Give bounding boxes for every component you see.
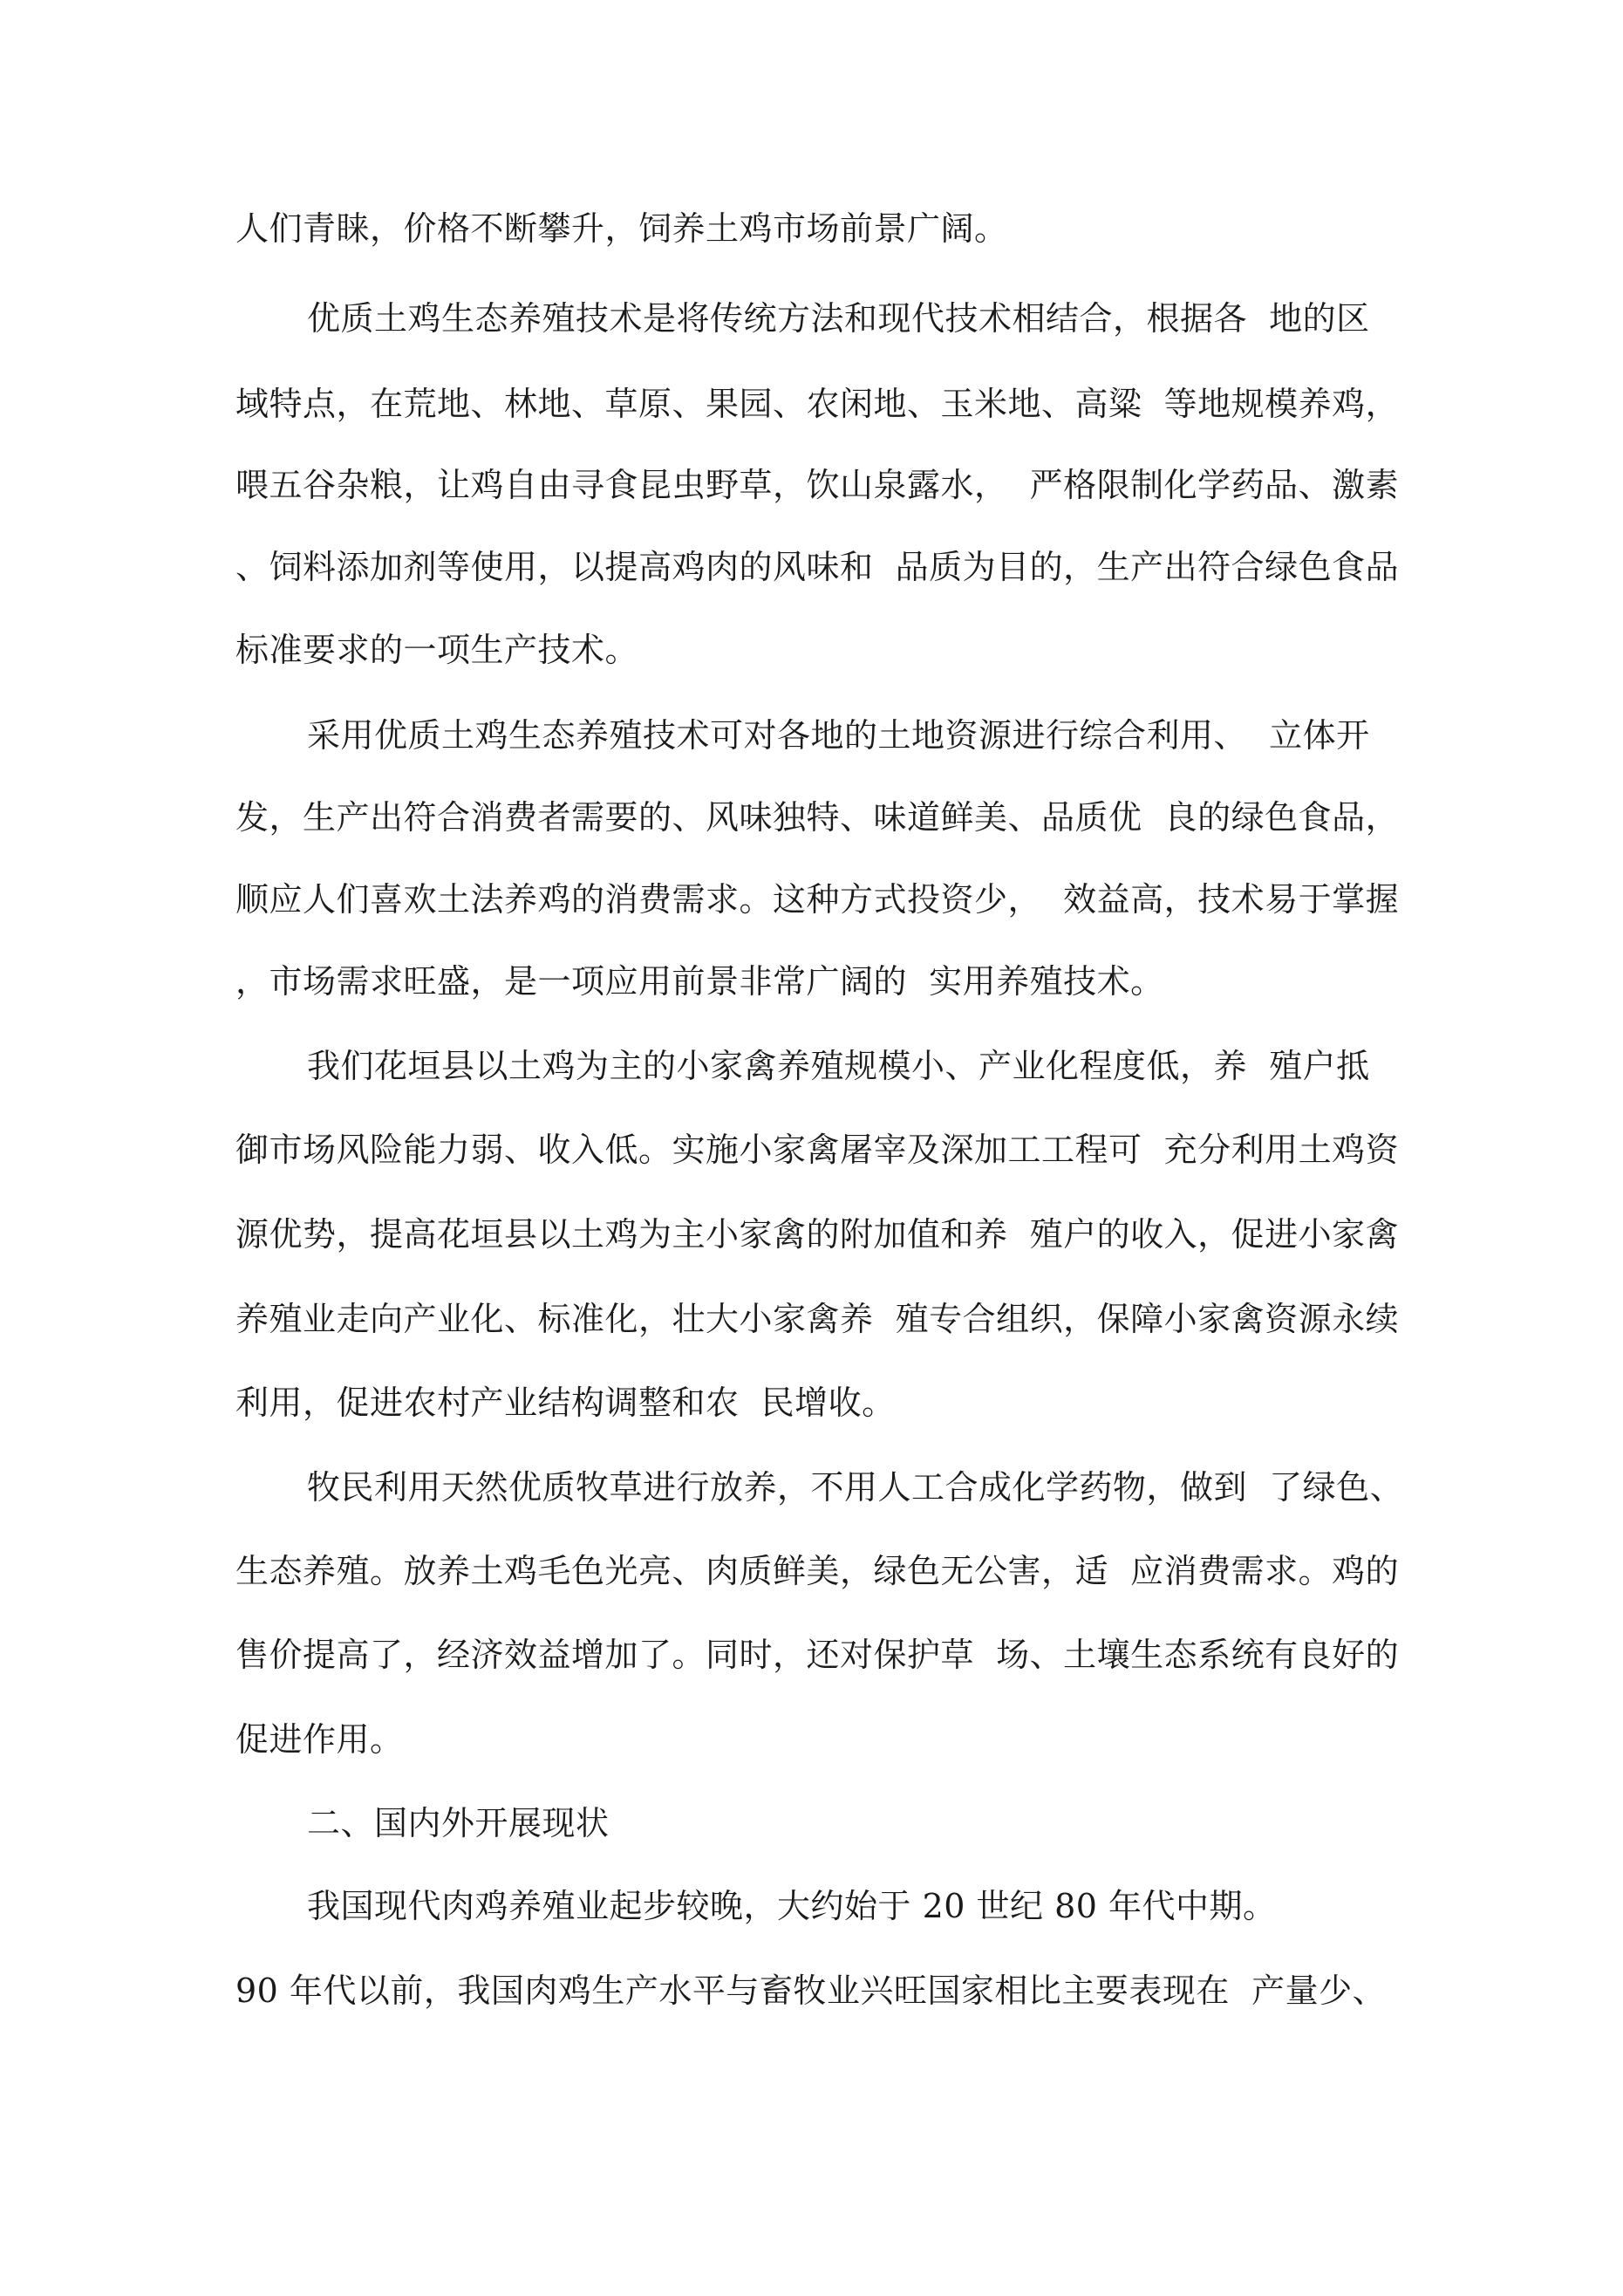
text-line: 售价提高了，经济效益增加了。同时，还对保护草 场、土壤生态系统有良好的 [235,1636,1400,1674]
text-line: 我们花垣县以土鸡为主的小家禽养殖规模小、产业化程度低，养 殖户抵 [307,1047,1370,1085]
text-line: 生态养殖。放养土鸡毛色光亮、肉质鲜美，绿色无公害，适 应消费需求。鸡的 [235,1552,1400,1590]
text-line: 发，生产出符合消费者需要的、风味独特、味道鲜美、品质优 良的绿色食品， [235,798,1400,837]
text-line: 御市场风险能力弱、收入低。实施小家禽屠宰及深加工工程可 充分利用土鸡资 [235,1131,1400,1169]
text-line: 我国现代肉鸡养殖业起步较晚，大约始于 20 世纪 80 年代中期。 [307,1887,1277,1925]
text-line: 采用优质土鸡生态养殖技术可对各地的土地资源进行综合利用、 立体开 [307,716,1370,755]
text-line: ，市场需求旺盛，是一项应用前景非常广阔的 实用养殖技术。 [235,962,1164,1001]
text-line: 喂五谷杂粮，让鸡自由寻食昆虫野草，饮山泉露水， 严格限制化学药品、激素 [235,466,1400,504]
text-line: 促进作用。 [235,1720,404,1759]
text-line: 、饲料添加剂等使用，以提高鸡肉的风味和 品质为目的，生产出符合绿色食品 [235,548,1400,586]
section-heading: 二、国内外开展现状 [307,1804,610,1842]
text-line: 优质土鸡生态养殖技术是将传统方法和现代技术相结合，根据各 地的区 [307,299,1370,338]
text-line: 人们青睐，价格不断攀升，饲养土鸡市场前景广阔。 [235,209,1008,248]
text-line: 源优势，提高花垣县以土鸡为主小家禽的附加值和养 殖户的收入，促进小家禽 [235,1215,1400,1254]
text-line: 域特点，在荒地、林地、草原、果园、农闲地、玉米地、高粱 等地规模养鸡， [235,385,1400,423]
text-line: 90 年代以前，我国肉鸡生产水平与畜牧业兴旺国家相比主要表现在 产量少、 [235,1971,1387,2010]
text-line: 利用，促进农村产业结构调整和农 民增收。 [235,1384,896,1422]
text-line: 养殖业走向产业化、标准化，壮大小家禽养 殖专合组织，保障小家禽资源永续 [235,1300,1400,1338]
text-line: 标准要求的一项生产技术。 [235,631,639,669]
text-line: 顺应人们喜欢土法养鸡的消费需求。这种方式投资少， 效益高，技术易于掌握 [235,880,1400,919]
text-line: 牧民利用天然优质牧草进行放养，不用人工合成化学药物，做到 了绿色、 [307,1468,1404,1507]
